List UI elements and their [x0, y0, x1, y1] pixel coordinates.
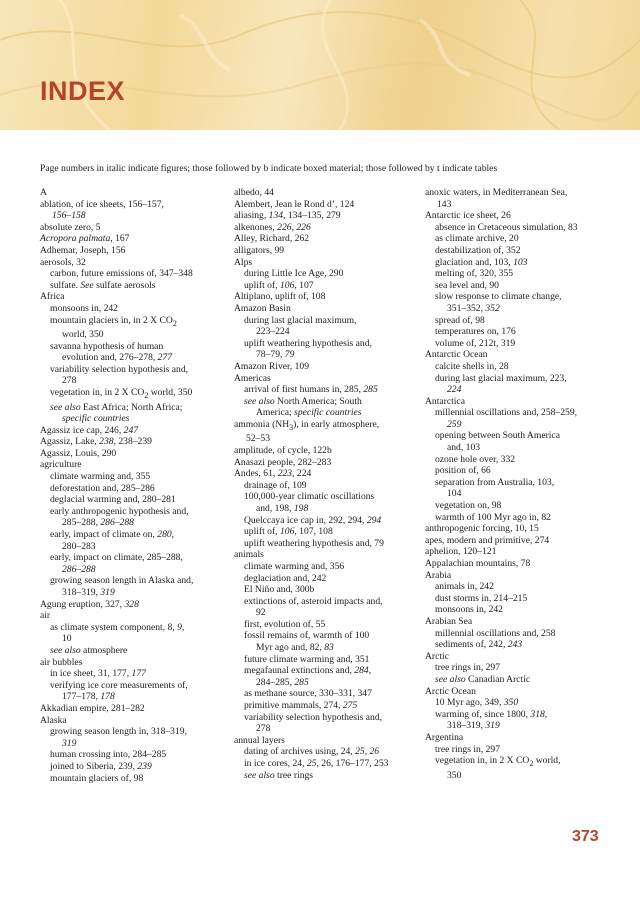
- index-subentry: 156–158: [52, 210, 86, 222]
- index-subentry: millennial oscillations and, 258–259,: [435, 407, 578, 419]
- index-subentry: during Little Ice Age, 290: [244, 268, 344, 280]
- index-subentry: 100,000-year climatic oscillations: [244, 491, 375, 503]
- index-entry: Akkadian empire, 281–282: [40, 702, 145, 714]
- index-subentry: 318–319, 319: [62, 587, 115, 598]
- index-subentry: climate warming and, 355: [50, 471, 151, 483]
- index-entry: Anasazi people, 282–283: [234, 456, 332, 468]
- index-subentry: 278: [62, 375, 77, 387]
- index-subentry: deglaciation and, 242: [244, 572, 327, 584]
- index-subentry: monsoons in, 242: [435, 604, 503, 616]
- page-title: INDEX: [40, 76, 126, 106]
- index-subentry: separation from Australia, 103,: [435, 476, 555, 488]
- index-subentry: deforestation and, 285–286: [50, 482, 155, 494]
- index-subentry: see also atmosphere: [50, 644, 128, 656]
- index-subentry: warming of, since 1800, 318,: [435, 708, 548, 720]
- index-subentry: climate warming and, 356: [244, 560, 345, 572]
- index-entry: air: [40, 610, 51, 622]
- index-entry: Arctic Ocean: [425, 685, 476, 697]
- index-subentry: deglacial warming and, 280–281: [50, 494, 176, 506]
- index-subentry: El Niño and, 300b: [244, 584, 315, 596]
- index-subentry: dust storms in, 214–215: [435, 592, 528, 604]
- index-entry: alligators, 99: [234, 244, 285, 256]
- index-entry: Arabia: [425, 569, 452, 581]
- index-subentry: sediments of, 242, 243: [435, 639, 523, 651]
- index-subentry: megafaunal extinctions and, 284,: [244, 665, 372, 677]
- index-subentry: uplift of, 106, 107, 108: [244, 526, 333, 538]
- index-entry: Acropora palmata, 167: [40, 233, 130, 245]
- index-subentry: volume of, 212t, 319: [435, 337, 516, 349]
- index-subentry: vegetation in, in 2 X $CO_2$ world,: [435, 755, 561, 768]
- index-subentry: temperatures on, 176: [435, 326, 516, 338]
- banner-texture: [0, 0, 640, 130]
- index-subentry: 223–224: [256, 326, 290, 338]
- index-entry: alkenones, 226, 226: [234, 221, 311, 233]
- index-subentry: 259: [447, 418, 462, 430]
- index-subentry: position of, 66: [435, 465, 491, 477]
- index-subentry: vegetation on, 98: [435, 500, 502, 512]
- index-subentry: 350: [447, 769, 462, 781]
- index-subentry: uplift weathering hypothesis and,: [244, 337, 372, 349]
- index-subentry: as methane source, 330–331, 347: [244, 688, 372, 700]
- index-subentry: 78–79, 79: [256, 349, 295, 361]
- index-entry: Altiplano, uplift of, 108: [234, 291, 326, 303]
- index-entry: Alley, Richard, 262: [234, 233, 310, 245]
- index-subentry: and, 198, 198: [256, 502, 309, 514]
- index-subentry: 224: [447, 384, 462, 396]
- index-subentry: monsoons in, 242: [50, 302, 118, 314]
- index-subentry: 143: [437, 198, 452, 210]
- index-subentry: 286–288: [62, 563, 96, 575]
- index-entry: Agassiz ice cap, 246, 247: [40, 424, 139, 436]
- index-subentry: 280–283: [62, 540, 96, 552]
- index-subentry: during last glacial maximum, 223,: [435, 372, 567, 384]
- index-subentry: 351–352, 352: [447, 302, 500, 314]
- index-subentry: 92: [256, 607, 266, 619]
- index-subentry: during last glacial maximum,: [244, 314, 357, 326]
- index-subentry: early, impact of climate on, 280,: [50, 529, 175, 541]
- index-subentry: joined to Siberia, 239, 239: [50, 760, 152, 772]
- index-subentry: evolution and, 276–278, 277: [62, 352, 173, 364]
- index-subentry: destabilization of, 352: [435, 244, 521, 256]
- index-subentry: 278: [256, 723, 271, 735]
- index-entry: Agassiz, Louis, 290: [40, 447, 117, 459]
- index-subentry: variability selection hypothesis and,: [50, 363, 189, 375]
- index-subentry: as climate system component, 8, 9,: [50, 621, 185, 633]
- index-entry: Alaska: [40, 714, 67, 726]
- index-entry: ammonia $(NH_3)$, in early atmosphere,: [234, 418, 380, 432]
- index-legend-note: Page numbers in italic indicate figures; those followed by b indicate boxed material; those followed by t indicate tables: [40, 163, 498, 174]
- index-subentry: arrival of first humans in, 285, 285: [244, 384, 378, 396]
- index-subentry: sea level and, 90: [435, 279, 499, 291]
- index-subentry: verifying ice core measurements of,: [50, 679, 188, 691]
- index-subentry: primitive mammals, 274, 275: [244, 700, 358, 712]
- index-subentry: first, evolution of, 55: [244, 618, 326, 630]
- index-subentry: 319: [62, 737, 77, 749]
- index-subentry: growing season length in Alaska and,: [50, 575, 194, 587]
- index-subentry: in ice cores, 24, 25, 26, 176–177, 253: [244, 758, 389, 769]
- index-subentry: ozone hole over, 332: [435, 453, 516, 465]
- index-entry: apes, modern and primitive, 274: [425, 534, 550, 546]
- index-subentry: dating of archives using, 24, 25, 26: [244, 746, 380, 758]
- index-entry: Alps: [234, 256, 253, 268]
- index-entry: agriculture: [40, 459, 82, 471]
- index-subentry: human crossing into, 284–285: [50, 749, 167, 761]
- index-subentry: warmth of 100 Myr ago in, 82: [435, 511, 551, 523]
- index-entry: Arctic: [425, 650, 449, 662]
- header-banner: [0, 0, 640, 130]
- index-subentry: 318–319, 319: [447, 720, 500, 732]
- index-subentry: see also tree rings: [244, 769, 314, 781]
- index-entry: Amazon River, 109: [234, 360, 310, 372]
- index-entry: anthropogenic forcing, 10, 15: [425, 523, 539, 535]
- index-entry: air bubbles: [40, 656, 83, 668]
- index-subentry: future climate warming and, 351: [244, 653, 370, 665]
- index-entry: Alembert, Jean le Rond d’, 124: [234, 198, 355, 210]
- index-subentry: animals in, 242: [435, 581, 494, 593]
- index-subentry: early, impact on climate, 285–288,: [50, 552, 183, 564]
- index-subentry: Myr ago and, 82, 83: [256, 642, 334, 654]
- index-subentry: America; specific countries: [256, 407, 362, 419]
- index-subentry: see also East Africa; North Africa;: [50, 401, 183, 413]
- index-entry: ablation, of ice sheets, 156–157,: [40, 198, 164, 210]
- index-subentry: opening between South America: [435, 430, 560, 442]
- index-subentry: growing season length in, 318–319,: [50, 726, 187, 738]
- index-subentry: millennial oscillations and, 258: [435, 627, 556, 639]
- index-subentry: carbon, future emissions of, 347–348: [50, 268, 193, 280]
- index-subentry: early anthropogenic hypothesis and,: [50, 505, 189, 517]
- index-subentry: Quelccaya ice cap in, 292, 294, 294: [244, 514, 382, 526]
- index-subentry: savanna hypothesis of human: [50, 340, 164, 352]
- index-subentry: variability selection hypothesis and,: [244, 711, 383, 723]
- index-entry: annual layers: [234, 734, 285, 746]
- index-subentry: as climate archive, 20: [435, 233, 519, 245]
- index-entry: Africa: [40, 291, 65, 303]
- index-subentry: 177–178, 178: [62, 691, 115, 703]
- index-subentry: 285–288, 286–288: [62, 517, 134, 529]
- index-entry: Appalachian mountains, 78: [425, 558, 531, 569]
- index-subentry: in ice sheet, 31, 177, 177: [50, 668, 146, 680]
- index-subentry: see also Canadian Arctic: [435, 673, 531, 685]
- index-subentry: fossil remains of, warmth of 100: [244, 630, 370, 642]
- index-entry: aerosols, 32: [40, 256, 86, 268]
- index-column-1: [40, 187, 220, 784]
- index-entry: animals: [234, 549, 264, 561]
- index-subentry: 10 Myr ago, 349, 350: [435, 697, 519, 709]
- index-subentry: 104: [447, 488, 462, 500]
- index-entry: Agassiz, Lake, 238, 238–239: [40, 436, 152, 448]
- index-subentry: sulfate. See sulfate aerosols: [50, 279, 156, 291]
- index-entry: amplitude, of cycle, 122b: [234, 444, 332, 456]
- index-subentry: tree rings in, 297: [435, 743, 501, 755]
- index-column-3: [425, 187, 607, 781]
- index-entry: Argentina: [425, 731, 464, 743]
- index-subentry: extinctions of, asteroid impacts and,: [244, 595, 383, 607]
- index-entry: albedo, 44: [234, 187, 274, 198]
- index-subentry: and, 103: [447, 442, 481, 454]
- index-subentry: absence in Cretaceous simulation, 83: [435, 221, 578, 233]
- index-subentry: uplift weathering hypothesis and, 79: [244, 537, 384, 549]
- index-subentry: melting of, 320, 355: [435, 268, 514, 280]
- index-entry: Arabian Sea: [425, 615, 473, 627]
- index-entry: absolute zero, 5: [40, 221, 101, 233]
- index-subentry: see also North America; South: [244, 395, 362, 407]
- index-subentry: mountain glaciers of, 98: [50, 772, 144, 784]
- index-subentry: vegetation in, in 2 X $CO_2$ world, 350: [50, 387, 193, 400]
- index-subentry: calcite shells in, 28: [435, 360, 509, 372]
- index-entry: aliasing, 134, 134–135, 279: [234, 210, 341, 222]
- index-entry: Adhemar, Joseph, 156: [40, 244, 126, 256]
- index-entry: aphelion, 120–121: [425, 546, 497, 558]
- index-subentry: spread of, 98: [435, 314, 485, 326]
- index-subentry: slow response to climate change,: [435, 291, 562, 303]
- index-entry: Antarctica: [425, 395, 465, 407]
- index-subentry: glaciation and, 103, 103: [435, 256, 528, 268]
- index-subentry: mountain glaciers in, in 2 X $CO_2$: [50, 314, 177, 328]
- index-subentry: 10: [62, 633, 72, 645]
- index-entry: Antarctic ice sheet, 26: [425, 210, 511, 222]
- index-entry: Agung eruption, 327, 328: [40, 598, 139, 610]
- index-subentry: tree rings in, 297: [435, 662, 501, 674]
- index-entry: A: [40, 187, 47, 198]
- index-entry: Antarctic Ocean: [425, 349, 488, 361]
- index-subentry: 52–53: [246, 433, 270, 445]
- index-entry: Andes, 61, 223, 224: [234, 468, 312, 480]
- index-entry: anoxic waters, in Mediterranean Sea,: [425, 187, 568, 198]
- index-subentry: uplift of, 106, 107: [244, 279, 314, 291]
- index-subentry: 284–285, 285: [256, 676, 309, 688]
- page-number: 373: [572, 828, 599, 845]
- index-entry: Americas: [234, 372, 271, 384]
- index-subentry: drainage of, 109: [244, 479, 307, 491]
- index-subentry: world, 350: [62, 329, 104, 341]
- index-subentry: specific countries: [62, 413, 130, 425]
- index-entry: Amazon Basin: [234, 302, 291, 314]
- index-column-2: [234, 187, 416, 781]
